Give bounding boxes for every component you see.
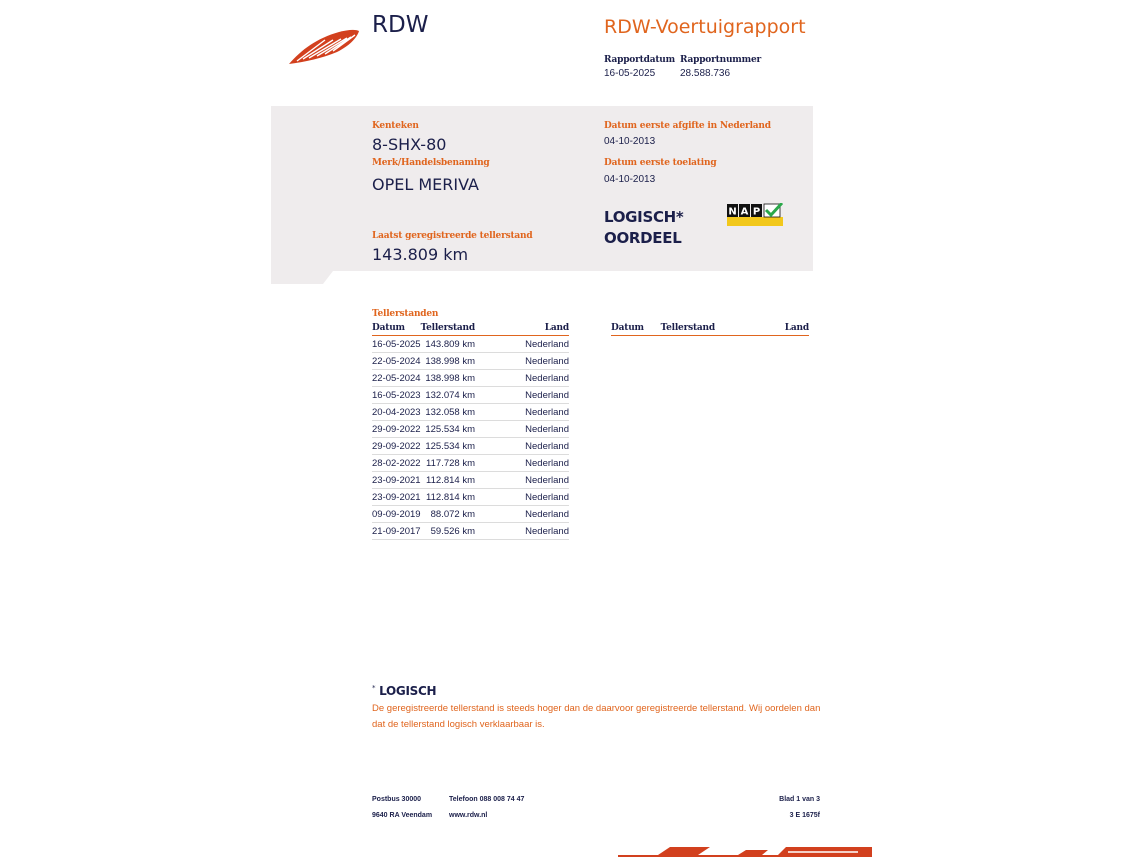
cell-datum: 29-09-2022 [372,441,421,452]
cell-tellerstand: 132.058 km [425,407,475,418]
eerste-afgifte-value: 04-10-2013 [604,136,656,147]
brand-name: RDW [372,12,429,38]
cell-datum: 16-05-2025 [372,339,421,350]
footer-telefoon: Telefoon 088 008 74 47 [449,796,525,803]
cell-land: Nederland [525,441,569,452]
report-title: RDW-Voertuigrapport [604,16,806,38]
cell-tellerstand: 138.998 km [425,373,475,384]
nap-letter-p: P [752,206,761,218]
cell-tellerstand: 112.814 km [426,475,475,486]
cell-datum: 22-05-2024 [372,356,421,367]
cell-datum: 22-05-2024 [372,373,421,384]
cell-land: Nederland [525,407,569,418]
merk-value: OPEL MERIVA [372,175,479,194]
table-row [372,404,569,421]
cell-tellerstand: 117.728 km [426,458,475,469]
cell-land: Nederland [525,424,569,435]
tellerstanden-table-continued [611,323,809,336]
table-row [372,387,569,404]
cell-land: Nederland [525,339,569,350]
column-header-datum: Datum [372,323,405,333]
footer-document-code: 3 E 1675f [789,812,820,819]
cell-tellerstand: 88.072 km [430,509,475,520]
rdw-logo-icon [287,28,361,66]
eerste-toelating-label: Datum eerste toelating [604,158,717,168]
cell-tellerstand: 143.809 km [425,339,475,350]
rapportnummer-value: 28.588.736 [680,68,731,79]
table-row [372,438,569,455]
cell-tellerstand: 125.534 km [425,424,475,435]
cell-land: Nederland [525,356,569,367]
column-header-tellerstand: Tellerstand [420,323,475,333]
tellerstand-label: Laatst geregistreerde tellerstand [372,231,533,241]
cell-tellerstand: 138.998 km [425,356,475,367]
kenteken-value: 8-SHX-80 [372,135,447,154]
cell-datum: 21-09-2017 [372,526,421,537]
cell-datum: 09-09-2019 [372,509,421,520]
cell-land: Nederland [525,526,569,537]
kenteken-label: Kenteken [372,121,419,131]
rapportnummer-label: Rapportnummer [680,55,762,65]
table-row [372,472,569,489]
cell-land: Nederland [525,492,569,503]
footnote-title [372,684,436,698]
table-row [372,506,569,523]
table-header [611,323,809,335]
table-row [372,353,569,370]
footnote-title-text: LOGISCH [379,684,437,698]
cell-land: Nederland [525,509,569,520]
header-divider [611,335,809,336]
table-row [372,489,569,506]
column-header-land: Land [784,323,809,333]
nap-badge-icon [727,203,783,226]
tellerstanden-title: Tellerstanden [372,309,439,319]
column-header-datum: Datum [611,323,644,333]
cell-land: Nederland [525,373,569,384]
cell-tellerstand: 125.534 km [425,441,475,452]
footnote-text: De geregistreerde tellerstand is steeds hoger dan de daarvoor geregistreerde tellerstand. Wij oordelen dan dat de tellerstand logisch verklaarbaar is. [372,703,821,730]
rapportdatum-label: Rapportdatum [604,55,675,65]
rapportdatum-value: 16-05-2025 [604,68,656,79]
eerste-toelating-value: 04-10-2013 [604,174,656,185]
footnote-marker: * [372,684,376,692]
eerste-afgifte-label: Datum eerste afgifte in Nederland [604,121,771,131]
cell-datum: 20-04-2023 [372,407,421,418]
vehicle-summary-panel [271,106,813,284]
table-row [372,455,569,472]
tellerstanden-table [372,323,569,540]
cell-tellerstand: 112.814 km [426,492,475,503]
table-header [372,323,569,335]
table-row [372,336,569,353]
column-header-land: Land [544,323,569,333]
oordeel-value: LOGISCH* [604,208,684,226]
footer-page-number: Blad 1 van 3 [779,796,820,803]
cell-land: Nederland [525,458,569,469]
cell-datum: 28-02-2022 [372,458,421,469]
merk-label: Merk/Handelsbenaming [372,158,490,168]
cell-datum: 29-09-2022 [372,424,421,435]
column-header-tellerstand: Tellerstand [660,323,715,333]
cell-tellerstand: 132.074 km [425,390,475,401]
nap-letter-n: N [728,206,737,218]
nap-letter-a: A [740,206,749,218]
footer-plaats: 9640 RA Veendam [372,812,433,819]
cell-datum: 23-09-2021 [372,492,421,503]
cell-land: Nederland [525,475,569,486]
footer-postbus: Postbus 30000 [372,796,422,803]
cell-land: Nederland [525,390,569,401]
cell-datum: 16-05-2023 [372,390,421,401]
footer-website: www.rdw.nl [449,812,488,819]
table-row [372,421,569,438]
cell-tellerstand: 59.526 km [430,526,475,537]
table-row [372,370,569,387]
tellerstand-value: 143.809 km [372,245,469,264]
table-row [372,523,569,540]
oordeel-label: OORDEEL [604,229,682,247]
decorative-stripes-icon [618,844,872,857]
table-body [372,336,569,540]
cell-datum: 23-09-2021 [372,475,421,486]
